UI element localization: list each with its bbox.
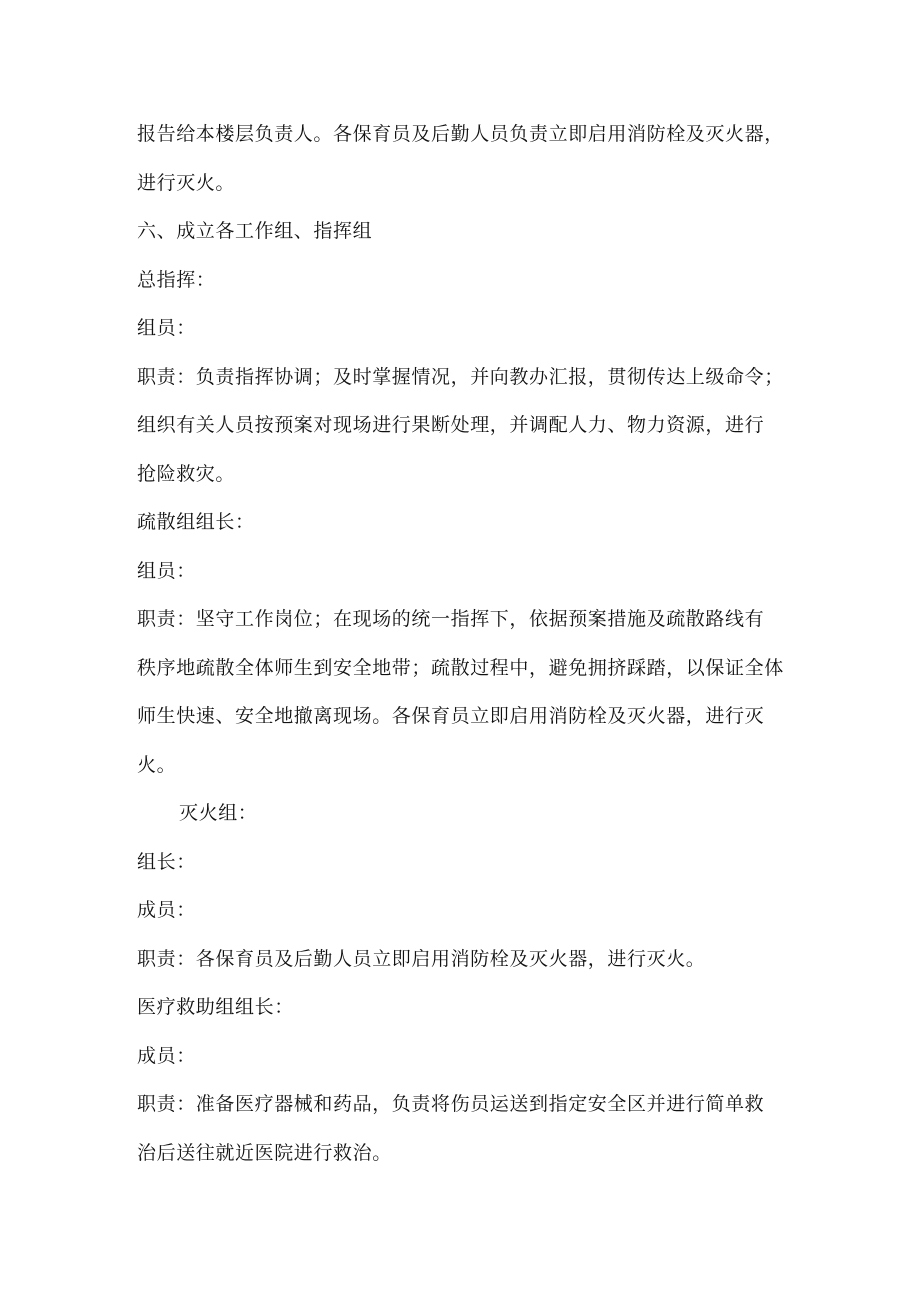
field-label-members: 成员：	[137, 899, 196, 921]
paragraph-line: 治后送往就近医院进行救治。	[137, 1141, 392, 1164]
paragraph-line: 抢险救灾。	[137, 462, 236, 485]
field-label-evacuation-leader: 疏散组组长：	[137, 511, 255, 533]
paragraph-line: 职责：负责指挥协调；及时掌握情况，并向教办汇报，贯彻传达上级命令；	[137, 365, 784, 388]
group-heading-firefighting: 灭火组：	[179, 802, 258, 824]
section-heading: 六、成立各工作组、指挥组	[137, 220, 373, 242]
paragraph-line: 职责：坚守工作岗位；在现场的统一指挥下，依据预案措施及疏散路线有	[137, 608, 765, 630]
paragraph-line: 组织有关人员按预案对现场进行果断处理，并调配人力、物力资源，进行	[137, 414, 765, 436]
paragraph-line: 职责：准备医疗器械和药品，负责将伤员运送到指定安全区并进行简单救	[137, 1093, 765, 1115]
paragraph-line: 职责：各保育员及后勤人员立即启用消防栓及灭火器，进行灭火。	[137, 947, 706, 970]
field-label-members: 成员：	[137, 1044, 196, 1067]
field-label-leader: 组长：	[137, 850, 196, 873]
field-label-members: 组员：	[137, 559, 196, 582]
paragraph-line: 进行灭火。	[137, 171, 236, 194]
paragraph-line: 师生快速、安全地撤离现场。各保育员立即启用消防栓及灭火器，进行灭	[137, 705, 765, 727]
field-label-medical-leader: 医疗救助组组长：	[137, 996, 294, 1018]
paragraph-line: 报告给本楼层负责人。各保育员及后勤人员负责立即启用消防栓及灭火器，	[137, 123, 784, 145]
field-label-commander: 总指挥：	[137, 268, 216, 291]
paragraph-line: 火。	[137, 753, 177, 776]
field-label-members: 组员：	[137, 317, 196, 339]
paragraph-line: 秩序地疏散全体师生到安全地带；疏散过程中，避免拥挤踩踏，以保证全体	[137, 656, 784, 679]
